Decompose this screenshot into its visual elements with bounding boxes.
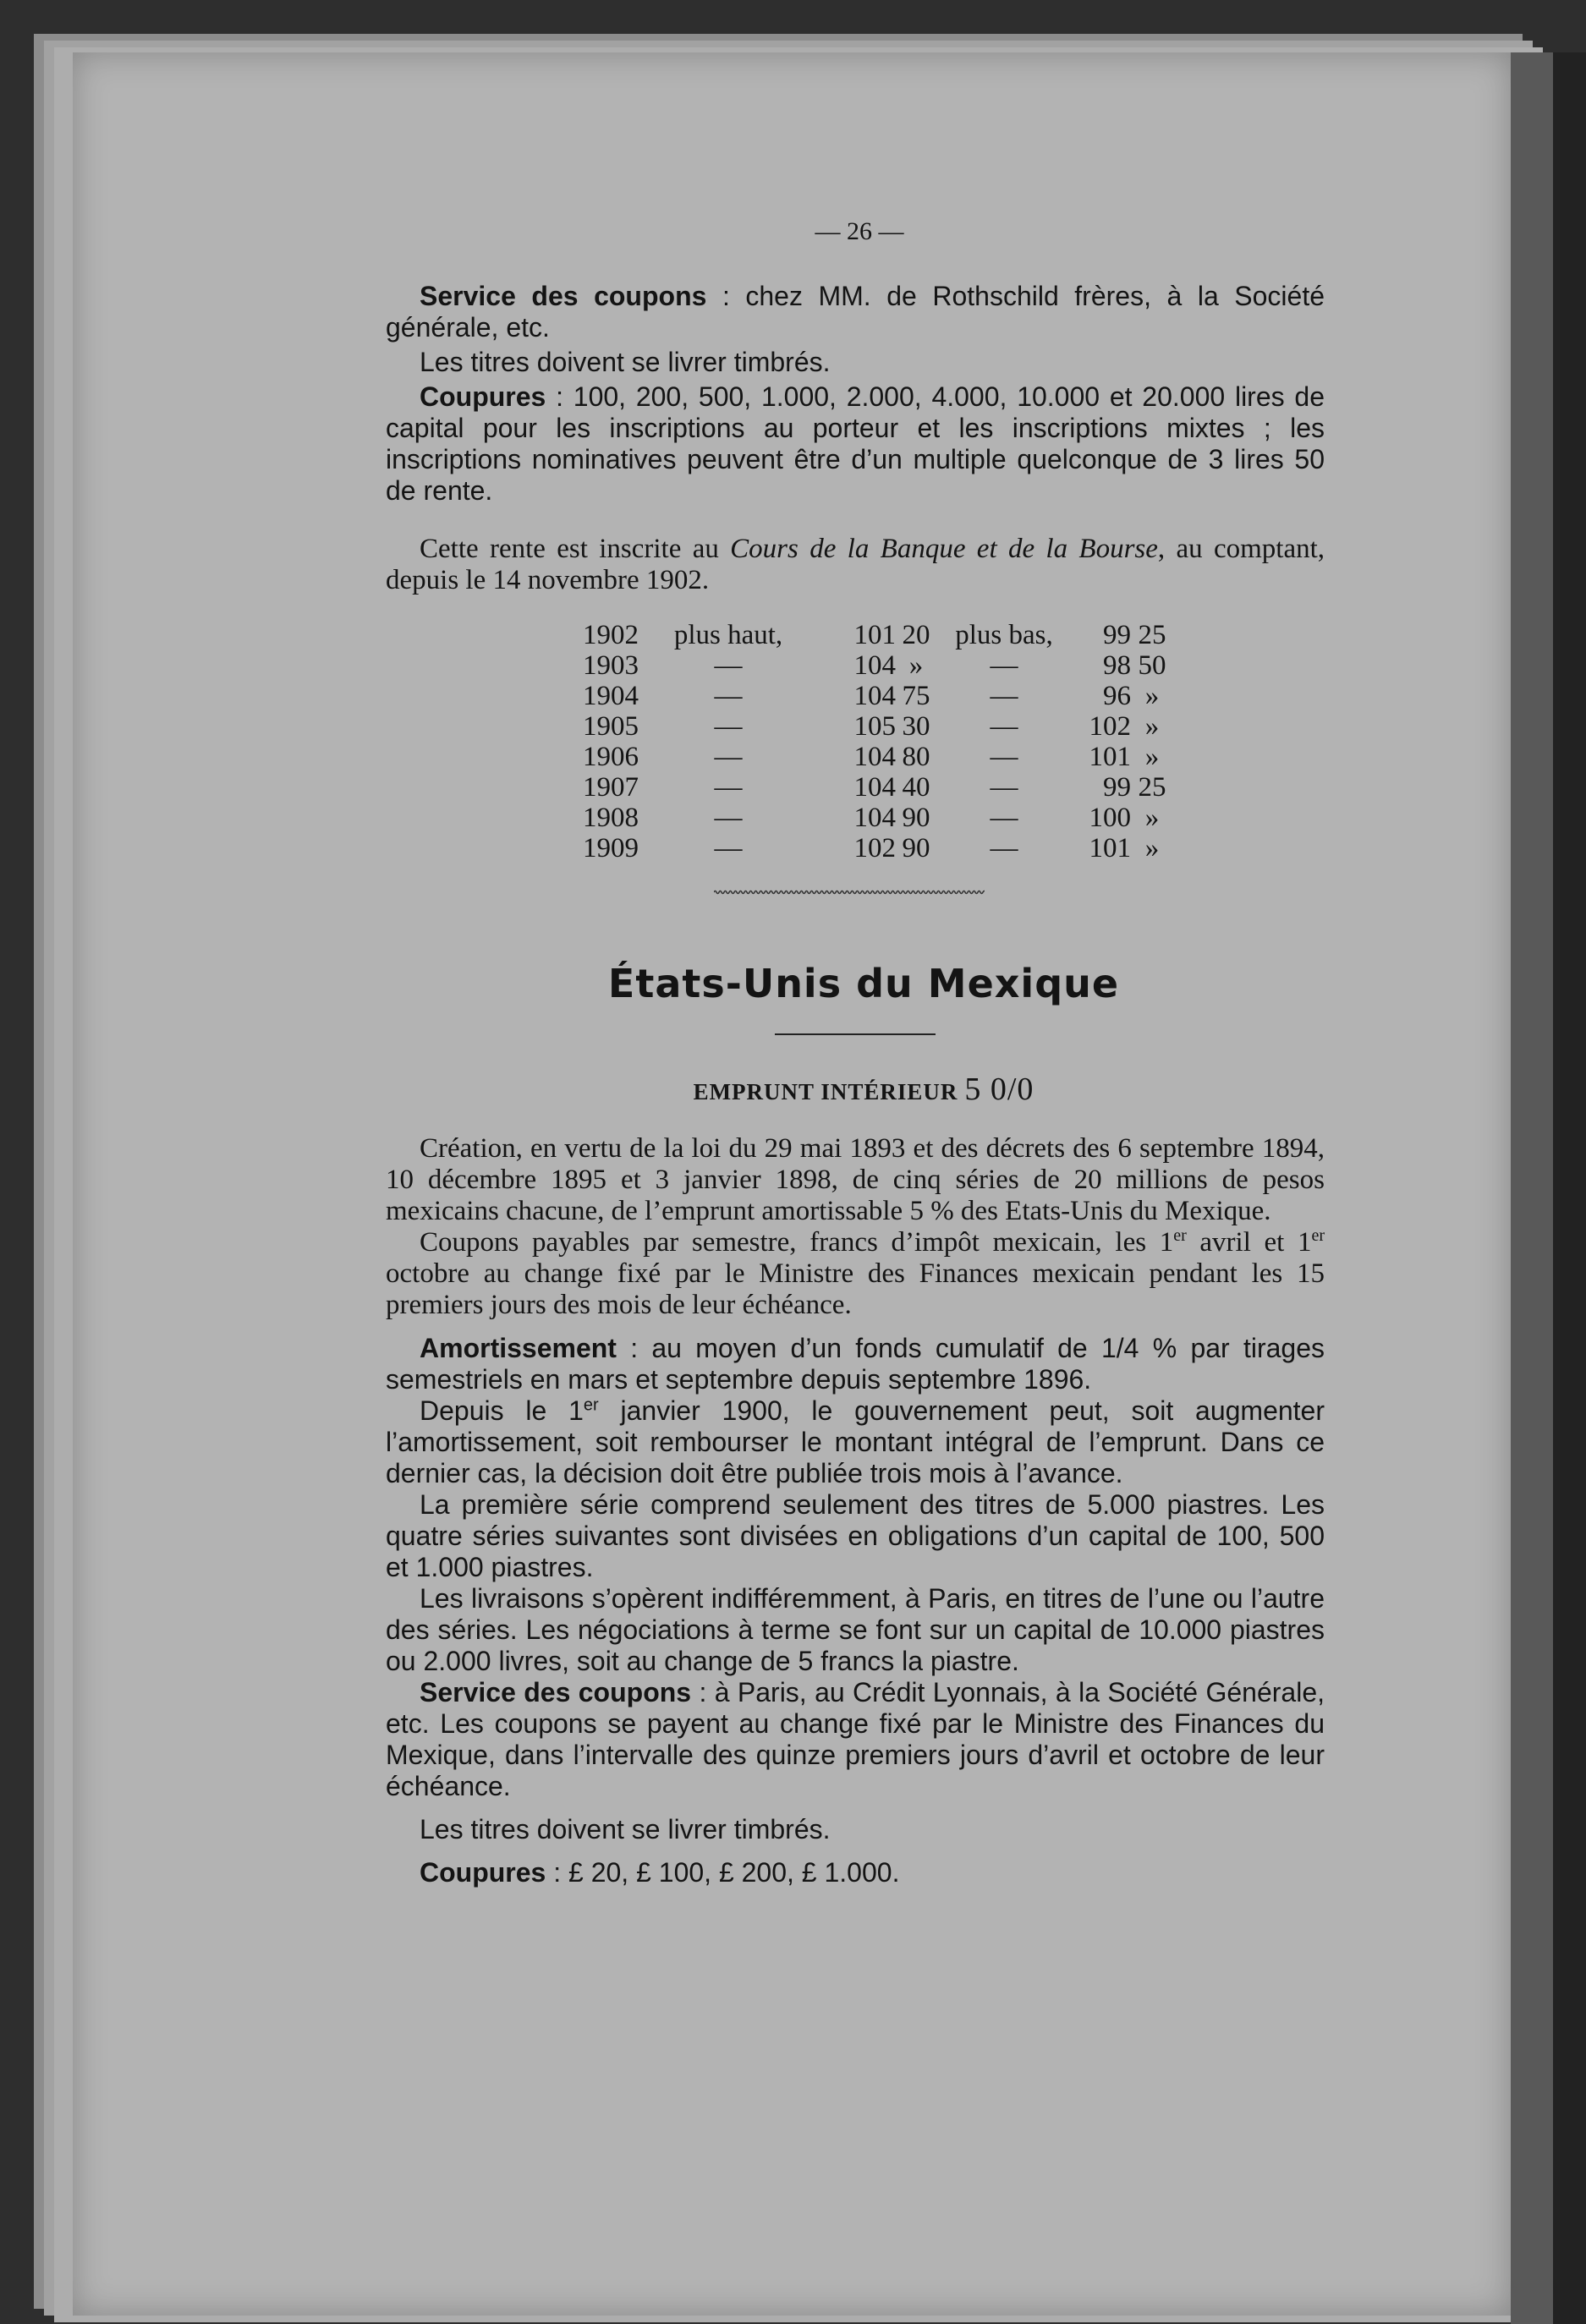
paragraph-service-coupons-2 [386, 1677, 1325, 1802]
paragraph-coupures-2 [386, 1857, 1325, 1888]
paragraph-titres-2: Les titres doivent se livrer timbrés. [420, 1814, 831, 1844]
high-dec-cell: 75 [902, 681, 930, 711]
page-content [386, 216, 1325, 1888]
section-subtitle [386, 1074, 1325, 1108]
year-cell: 1904 [583, 681, 639, 711]
low-int-cell: 100 [1089, 803, 1131, 833]
paragraph-cours [386, 534, 1325, 596]
label-service-coupons-2: Service des coupons [420, 1677, 692, 1707]
year-cell: 1908 [583, 803, 639, 833]
high-int-cell: 101 [853, 620, 896, 650]
high-label-cell: — [714, 742, 743, 772]
high-label-cell: — [714, 711, 743, 742]
high-dec-cell: » [908, 650, 924, 681]
sup-er-1: er [1173, 1226, 1187, 1245]
text-service-coupons-2: : à Paris, au Crédit Lyonnais, à la Société Générale, etc. Les coupons se payent au change fixé par le Ministre des Finances du Mexique, dans l’intervalle des quinze premiers jours d’avril et octobre de leur échéance. [386, 1677, 1325, 1801]
year-cell: 1907 [583, 772, 639, 803]
high-dec-cell: 20 [902, 620, 930, 650]
low-int-cell: 96 [1103, 681, 1131, 711]
high-dec-cell: 40 [902, 772, 930, 803]
text-cours-italic: Cours de la Banque et de la Bourse [730, 534, 1158, 564]
high-int-cell: 102 [853, 833, 896, 863]
low-dec-cell: 25 [1138, 620, 1166, 650]
paragraph-coupures [386, 381, 1325, 507]
label-coupures: Coupures [420, 381, 546, 412]
high-int-cell: 104 [853, 772, 896, 803]
paragraph-amortissement [386, 1333, 1325, 1395]
low-dec-cell: » [1144, 742, 1160, 772]
paragraph-titres: Les titres doivent se livrer timbrés. [420, 347, 831, 377]
table-row [583, 803, 1173, 833]
year-cell: 1905 [583, 711, 639, 742]
high-dec-cell: 30 [902, 711, 930, 742]
high-label-cell: — [714, 803, 743, 833]
text-coupons-a: Coupons payables par semestre, francs d’impôt mexicain, les 1 [420, 1227, 1174, 1258]
text-coupons-b: avril et 1 [1186, 1227, 1312, 1258]
text-cours-pre: Cette rente est inscrite au [420, 534, 731, 564]
low-int-cell: 98 [1103, 650, 1131, 681]
low-dec-cell: » [1144, 803, 1160, 833]
paragraph-depuis [386, 1395, 1325, 1489]
high-int-cell: 104 [853, 742, 896, 772]
price-history-body [583, 620, 1173, 863]
table-row [583, 772, 1173, 803]
low-dec-cell: » [1144, 681, 1160, 711]
low-int-cell: 99 [1103, 772, 1131, 803]
high-dec-cell: 90 [902, 803, 930, 833]
year-cell: 1906 [583, 742, 639, 772]
low-label-cell: — [990, 650, 1018, 681]
text-depuis-a: Depuis le 1 [420, 1395, 584, 1426]
high-int-cell: 104 [853, 803, 896, 833]
low-label-cell: — [990, 803, 1018, 833]
page-number: — 26 — [815, 217, 904, 245]
label-amortissement: Amortissement [420, 1333, 617, 1363]
text-depuis-b: janvier 1900, le gouvernement peut, soit augmenter l’amortissement, soit rembourser le montant intégral de l’emprunt. Dans ce dernier cas, la décision doit être publiée trois mois à l’avance. [386, 1395, 1325, 1488]
book-edge [1553, 52, 1586, 2324]
paragraph-premiere-serie: La première série comprend seulement des titres de 5.000 piastres. Les quatre séries suivantes sont divisées en obligations d’un capital de 100, 500 et 1.000 piastres. [386, 1489, 1325, 1582]
table-row [583, 620, 1173, 650]
label-service-coupons: Service des coupons [420, 281, 707, 311]
low-label-cell: — [990, 681, 1018, 711]
year-cell: 1902 [583, 620, 639, 650]
text-coupons-c: octobre au change fixé par le Ministre des Finances mexicain pendant les 15 premiers jours des mois de leur échéance. [386, 1258, 1325, 1320]
price-history-table [583, 620, 1173, 863]
wavy-separator [714, 889, 985, 896]
high-int-cell: 104 [853, 681, 896, 711]
table-row [583, 681, 1173, 711]
low-int-cell: 99 [1103, 620, 1131, 650]
text-coupures-2: : £ 20, £ 100, £ 200, £ 1.000. [546, 1857, 900, 1888]
sup-er-2: er [1311, 1226, 1325, 1245]
table-row [583, 833, 1173, 863]
high-dec-cell: 90 [902, 833, 930, 863]
low-label-cell: plus bas, [955, 620, 1053, 650]
subtitle-rate: 5 0/0 [964, 1072, 1034, 1107]
low-dec-cell: » [1144, 833, 1160, 863]
label-coupures-2: Coupures [420, 1857, 546, 1888]
paragraph-creation: Création, en vertu de la loi du 29 mai 1893 et des décrets des 6 septembre 1894, 10 décembre 1895 et 3 janvier 1898, de cinq séries de 20 millions de pesos mexicains chacune, de l’emprunt amortissable 5 % des Etats-Unis du Mexique. [386, 1133, 1325, 1226]
low-dec-cell: 25 [1138, 772, 1166, 803]
high-label-cell: plus haut, [673, 620, 783, 650]
section-title: États-Unis du Mexique [607, 961, 1120, 1006]
year-cell: 1903 [583, 650, 639, 681]
table-row [583, 742, 1173, 772]
year-cell: 1909 [583, 833, 639, 863]
paragraph-coupons-payables [386, 1227, 1325, 1321]
low-label-cell: — [990, 772, 1018, 803]
low-int-cell: 102 [1089, 711, 1131, 742]
sup-er-3: er [583, 1395, 599, 1415]
text-cours-post: , au comptant, depuis le 14 novembre 1902. [386, 534, 1325, 595]
low-label-cell: — [990, 742, 1018, 772]
low-dec-cell: » [1144, 711, 1160, 742]
text-coupures: : 100, 200, 500, 1.000, 2.000, 4.000, 10.000 et 20.000 lires de capital pour les inscriptions au porteur et les inscriptions mixtes ; les inscriptions nominatives peuvent être d’un multiple quelconque de 3 lires 50 de rente. [386, 381, 1325, 506]
low-label-cell: — [990, 711, 1018, 742]
paragraph-livraisons: Les livraisons s’opèrent indifféremment, à Paris, en titres de l’une ou l’autre des séries. Les négociations à terme se font sur un capital de 10.000 piastres ou 2.000 livres, soit au change de 5 francs la piastre. [386, 1583, 1325, 1676]
low-int-cell: 101 [1089, 742, 1131, 772]
low-dec-cell: 50 [1138, 650, 1166, 681]
low-label-cell: — [990, 833, 1018, 863]
table-row [583, 711, 1173, 742]
high-dec-cell: 80 [902, 742, 930, 772]
high-int-cell: 105 [853, 711, 896, 742]
high-label-cell: — [714, 681, 743, 711]
subtitle-text: EMPRUNT INTÉRIEUR [693, 1079, 958, 1104]
high-label-cell: — [714, 833, 743, 863]
text-amortissement: : au moyen d’un fonds cumulatif de 1/4 % par tirages semestriels en mars et septembre depuis septembre 1896. [386, 1333, 1325, 1395]
high-int-cell: 104 [853, 650, 896, 681]
table-row [583, 650, 1173, 681]
low-int-cell: 101 [1089, 833, 1131, 863]
high-label-cell: — [714, 772, 743, 803]
text-service-coupons: : chez MM. de Rothschild frères, à la Société générale, etc. [386, 281, 1325, 343]
high-label-cell: — [714, 650, 743, 681]
paragraph-service-coupons [386, 281, 1325, 343]
title-rule [775, 1033, 936, 1035]
